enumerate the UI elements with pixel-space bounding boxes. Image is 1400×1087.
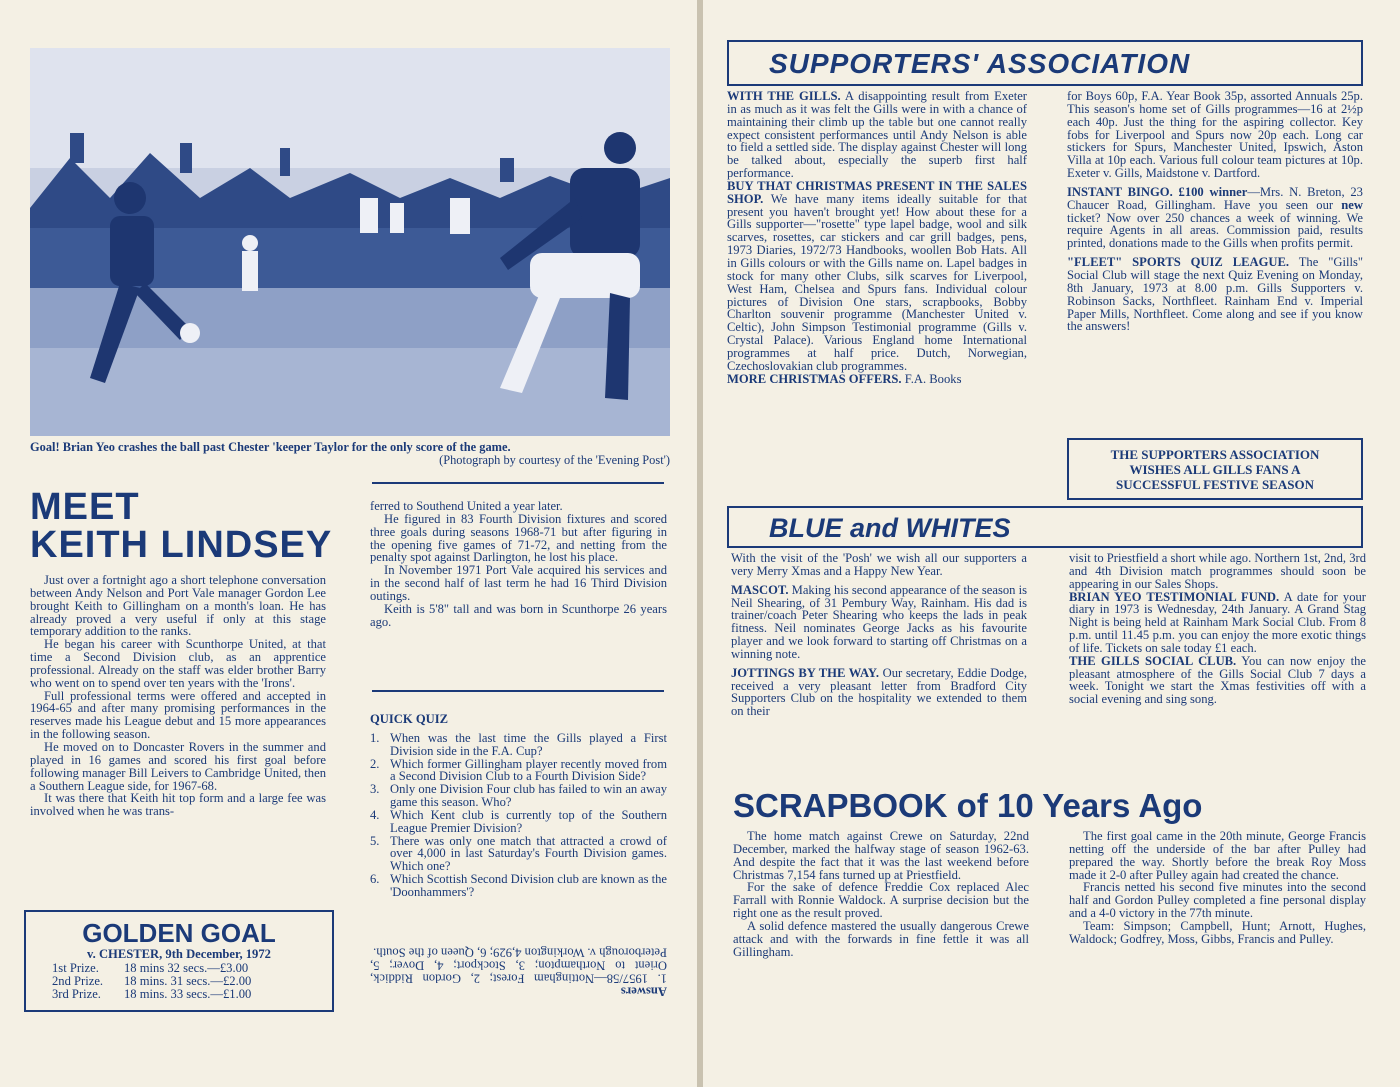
prize-label: 2nd Prize. [52,973,104,988]
left-page [0,0,697,1087]
scrapbook-title: SCRAPBOOK of 10 Years Ago [733,787,1203,824]
meet-title [30,488,332,564]
festive-box [1067,438,1363,500]
quiz-item [370,783,667,809]
golden-goal-match: v. CHESTER, 9th December, 1972 [87,947,271,961]
photo-caption [30,441,670,467]
quiz-question: There was only one match that attracted a crowd of over 4,000 in last Saturday's Fourth Division games. Which one? [390,833,667,874]
prize-time: 18 mins. 31 secs.—£2.00 [124,973,252,988]
answers-text: 1. 1957/58—Nottingham Forest; 2, Gordon Riddick, Orient to Northampton; 3, Stockport; 4, Dover; 5, Peterborough v. Workington 4,929; 6, Queen of the South. [370,945,667,986]
emphasis: new [1341,197,1363,212]
supporters-title: SUPPORTERS' ASSOCIATION [769,48,1191,79]
paragraph: For the sake of defence Freddie Cox replaced Alec Farrall with Ronnie Waldock. A surprise decision but the right one as the result proved. [733,880,1029,921]
supporters-col2 [1067,90,1363,333]
lead: BRIAN YEO TESTIMONIAL FUND. [1069,589,1280,604]
quiz-item [370,732,667,758]
quiz-item [370,758,667,784]
festive-text: THE SUPPORTERS ASSOCIATION WISHES ALL GILLS FANS A SUCCESSFUL FESTIVE SEASON [1110,447,1320,492]
paragraph: visit to Priestfield a short while ago. Northern 1st, 2nd, 3rd and 4th Division match programmes should soon be appearing in our Sales Shops. [1069,551,1366,591]
prize-label: 3rd Prize. [52,986,101,1001]
paragraph: We have many items ideally suitable for that present you haven't brought yet! How about these for a Gills supporter—"rosette" type lapel badge, wool and silk scarves, rosettes, car stickers and car grill badges, pens, 1973 Diaries, 1972/73 Handbooks, woollen Bob Hats. All in Gills colours or with the Gills name on. Lapel badges in stock for many other Clubs, silk scarves for Liverpool, West Ham, Chelsea and Spurs fans. Individual colour pictures of Division One stars, scrapbooks, Bobby Charlton souvenir programme (Manchester United v. Celtic), John Simpson Testimonial programme (Gills v. Crystal Palace). Various England home International programmes at half price. Dutch, Norwegian, Czechoslovakian club programmes. [727,191,1027,373]
scrapbook-col2 [1069,830,1366,946]
match-photo [30,48,670,436]
photo-credit: (Photograph by courtesy of the 'Evening Post') [439,453,670,468]
blue-whites-header [727,506,1363,548]
paragraph: Our secretary, Eddie Dodge, received a very pleasant letter from Bradford City Supporters Club on the hospitality we extended to them on their [731,665,1027,719]
meet-title-line1: MEET [30,486,140,528]
quiz-number: 1. [370,730,380,745]
photo-caption-text: Goal! Brian Yeo crashes the ball past Chester 'keeper Taylor for the only score of the game. [30,440,511,454]
paragraph: With the visit of the 'Posh' we wish all our supporters a very Merry Xmas and a Happy New Year. [731,551,1027,578]
golden-goal-prizes [52,962,332,1001]
meet-article-col2 [370,500,667,628]
paragraph: ticket? Now over 250 chances a week of winning. We require Agents in all areas. Commission paid, results printed, donations made to the Gills when profits permit. [1067,210,1363,251]
quiz-title: QUICK QUIZ [370,712,449,726]
blue-whites-title: BLUE and WHITES [769,513,1011,543]
paragraph: It was there that Keith hit top form and a large fee was involved when he was trans- [30,791,326,819]
answers-title: Answers [620,984,667,999]
golden-goal-box [24,910,334,1012]
supporters-col1 [727,90,1027,385]
divider [372,690,664,692]
divider [372,482,664,484]
paragraph: A disappointing result from Exeter in as much as it was felt the Gills were in with a chance of maintaining their climb up the table but one cannot really expect consistent performances until Andy Nelson is able to field a settled side. The display against Chester will long be talked about, especially the superb first half performance. [727,89,1027,181]
paragraph: The "Gills" Social Club will stage the next Quiz Evening on Monday, 8th January, 1973 at 8.00 p.m. Gills Supporters v. Robinson Sacks, Northfleet. Rainham End v. Imperial Paper Mills, Northfleet. Come along and see if you know the answers! [1067,255,1363,334]
quiz-number: 3. [370,782,380,797]
paragraph: In November 1971 Port Vale acquired his services and in the second half of last term he had 16 Third Division outings. [370,563,667,603]
prize-time: 18 mins. 33 secs.—£1.00 [124,986,252,1001]
meet-article-col1 [30,574,326,818]
quiz-number: 2. [370,756,380,771]
quiz-question: Which Scottish Second Division club are known as the 'Doonhammers'? [390,872,668,899]
right-page [703,0,1400,1087]
paragraph: Team: Simpson; Campbell, Hunt; Arnott, Hughes, Waldock; Godfrey, Moss, Gibbs, Francis and Pulley. [1069,918,1366,946]
quiz-answers [370,946,667,997]
lead: MASCOT. [731,582,789,597]
golden-goal-title: GOLDEN GOAL [82,918,276,948]
quiz-number: 4. [370,807,380,822]
paragraph: The home match against Crewe on Saturday, 22nd December, marked the halfway stage of season 1962-63. And despite the fact that it was the last weekend before Christmas 7,154 fans turned up at Priestfield. [733,829,1029,882]
paragraph: ferred to Southend United a year later. [370,499,563,513]
prize-time: 18 mins 32 secs.—£3.00 [124,960,249,975]
lead: BUY THAT CHRISTMAS PRESENT IN THE SALES SHOP. [727,178,1027,206]
blue-whites-col2 [1069,552,1366,706]
quiz-question: Only one Division Four club has failed to win an away game this season. Who? [390,782,667,810]
quiz-question: Which Kent club is currently top of the Southern League Premier Division? [390,807,667,835]
paragraph: The first goal came in the 20th minute, George Francis netting off the underside of the bar after Pulley had prepared the way. Shortly before the break Roy Moss made it 2-0 after Pulley again had created the chance. [1069,829,1366,882]
paragraph: —Mrs. N. Breton, 23 Chaucer Road, Gillingham. Have you seen our [1067,184,1363,212]
prize-row [52,988,332,1001]
paragraph: Making his second appearance of the season is Neil Shearing, of 31 Pembury Way, Rainham. His dad is trainer/coach Peter Shearing who keeps the lads in peak fitness. Neil nominates George Jacks as his favourite player and we look forward to starting off Christmas on a winning note. [731,582,1028,661]
paragraph: for Boys 60p, F.A. Year Book 35p, assorted Annuals 25p. This season's home set of Gills programmes—16 at 2½p each 40p. Just the thing for the aspiring collector. Key fobs for Liverpool and Spurs now 20p each. Long car stickers for Spurs, Manchester United, Ipswich, Aston Villa at 10p each. Various full colour team pictures at 10p. Exeter v. Gills, Maidstone v. Dartford. [1067,89,1363,181]
lead: MORE CHRISTMAS OFFERS. [727,371,902,386]
paragraph: Keith is 5'8" tall and was born in Scunthorpe 26 years ago. [370,601,667,629]
paragraph: Full professional terms were offered and accepted in 1964-65 and after many promising performances in the reserves made his League debut and 15 more appearances in the following season. [30,688,326,742]
blue-whites-col1 [731,552,1027,718]
paragraph: A solid defence mastered the usually dangerous Crewe attack and with the forwards in fine fettle it was all Gillingham. [733,918,1029,959]
quiz-question: Which former Gillingham player recently moved from a Second Division Club to a Fourth Division Side? [390,756,667,784]
prize-label: 1st Prize. [52,960,99,975]
scrapbook-col1 [733,830,1029,958]
quick-quiz [370,713,667,899]
supporters-header [727,40,1363,86]
paragraph: Francis netted his second five minutes into the second half and Gordon Pulley completed a fine personal display and a 4-0 victory in the 77th minute. [1069,880,1366,921]
quiz-item [370,835,667,874]
lead: JOTTINGS BY THE WAY. [731,665,879,680]
paragraph: He moved on to Doncaster Rovers in the summer and played in 16 games and scored his first goal before following manager Bill Leivers to Cambridge United, then a Southern League side, for 1967-68. [30,739,326,793]
quiz-list [370,732,667,899]
lead: INSTANT BINGO. £100 winner [1067,184,1248,199]
paragraph: You can now enjoy the pleasant atmosphere of the Gills Social Club 7 days a week. Tonight we start the Xmas festivities off with a social evening and sing song. [1069,653,1367,707]
quiz-item [370,873,667,899]
match-photo-image [30,48,670,436]
quiz-question: When was the last time the Gills played a First Division side in the F.A. Cup? [390,730,667,758]
paragraph: He figured in 83 Fourth Division fixtures and scored three goals during seasons 1968-71 but after figuring in the opening five games of 71-72, and netting from the penalty spot against Darlington, he lost his place. [370,511,667,565]
paragraph: Just over a fortnight ago a short telephone conversation between Andy Nelson and Port Vale manager Gordon Lee brought Keith to Gillingham on a month's loan. He has already proved a very useful if only at this stage temporary addition to the ranks. [30,573,326,639]
lead: THE GILLS SOCIAL CLUB. [1069,653,1237,668]
paragraph: He began his career with Scunthorpe United, at that time a Second Division club, as an apprentice professional. Already on the staff was elder brother Barry who went on to spend over ten years with the 'Irons'. [30,637,326,690]
lead: "FLEET" SPORTS QUIZ LEAGUE. [1067,255,1290,270]
quiz-item [370,809,667,835]
quiz-number: 6. [370,872,380,887]
paragraph: A date for your diary in 1973 is Wednesday, 24th January. A Grand Stag Night is being held at Rainham Mark Social Club. From 8 p.m. until 11.45 p.m. you can enjoy the more exotic things of life. Tickets on sale today £1 each. [1069,589,1366,655]
paragraph: F.A. Books [901,371,962,386]
quiz-number: 5. [370,833,380,848]
meet-title-line2: KEITH LINDSEY [30,524,333,566]
lead: WITH THE GILLS. [727,89,841,103]
